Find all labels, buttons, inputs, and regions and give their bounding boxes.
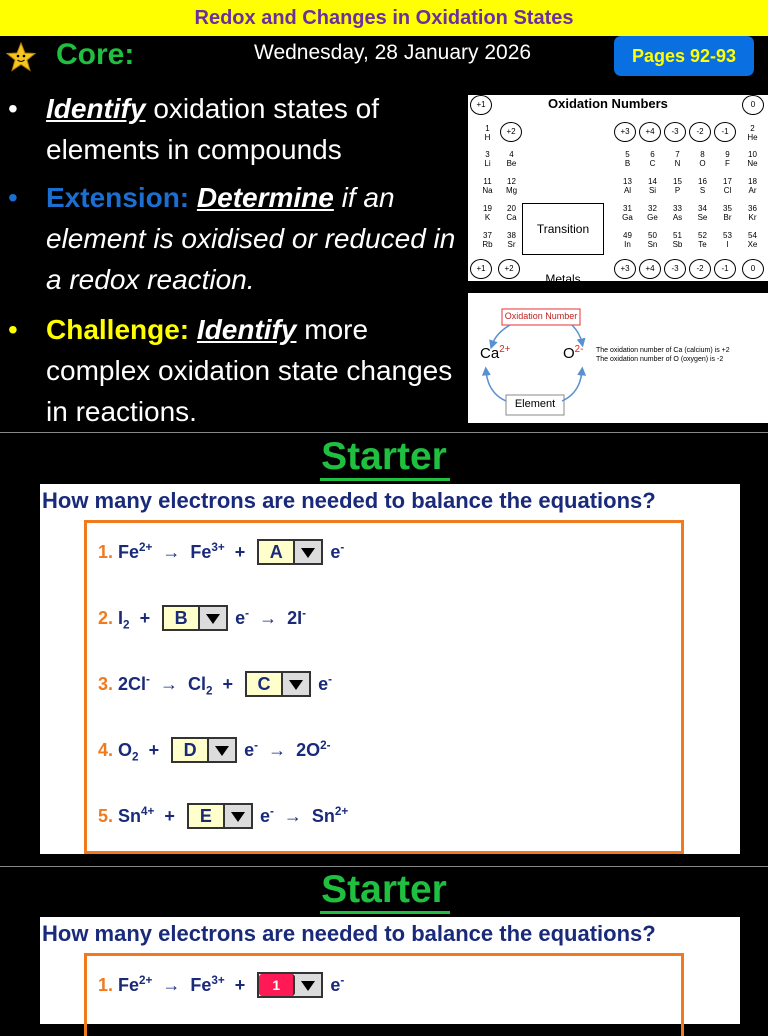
element-cell: 10 Ne: [741, 148, 764, 170]
oxidation-number-circle: +4: [639, 259, 661, 279]
objective-text: oxidation states of elements in compounds: [46, 93, 380, 165]
objective-core: [8, 88, 466, 170]
element-cell: 20 Ca: [500, 202, 523, 224]
element-cell: 7 N: [666, 148, 689, 170]
element-cell: 13 Al: [616, 175, 639, 197]
core-label: Core:: [56, 38, 135, 71]
element-cell: 34 Se: [691, 202, 714, 224]
oxidation-number-circle: +1: [470, 95, 492, 115]
equation-3: 3. $2Cl^- \to Cl_2 + C$ e-: [98, 673, 332, 698]
oxidation-number-circle: -1: [714, 122, 736, 142]
transition-metals-block: Transition Metals: [522, 203, 604, 255]
element-cell: 9 F: [716, 148, 739, 170]
note-oxygen: The oxidation number of O (oxygen) is -2: [596, 356, 724, 363]
calcium-ion: $Ca^{2+}$: [480, 344, 511, 362]
bullet: •: [8, 314, 18, 345]
element-cell: 12 Mg: [500, 175, 523, 197]
slide-divider: [0, 866, 768, 867]
oxidation-number-circle: -3: [664, 259, 686, 279]
oxidation-number-diagram: [468, 293, 768, 423]
element-cell: 8 O: [691, 148, 714, 170]
element-cell: 49 In: [616, 229, 639, 251]
heading-underline: [320, 478, 450, 481]
oxidation-numbers-table: [468, 95, 768, 286]
starter-question: How many electrons are needed to balance the equations?: [42, 921, 656, 946]
chevron-down-icon[interactable]: [225, 805, 251, 827]
chevron-down-icon[interactable]: [295, 541, 321, 563]
oxidation-number-circle: -2: [689, 122, 711, 142]
bullet: •: [8, 93, 18, 124]
oxide-ion: $O^{2-}$: [563, 344, 584, 362]
element-cell: 51 Sb: [666, 229, 689, 251]
oxidation-number-circle: 0: [742, 259, 764, 279]
bullet: •: [8, 182, 18, 213]
element-cell: 17 Cl: [716, 175, 739, 197]
note-calcium: The oxidation number of Ca (calcium) is +2: [596, 347, 730, 354]
objective-challenge: [8, 309, 466, 432]
oxidation-number-circle: +4: [639, 122, 661, 142]
element-cell: 31 Ga: [616, 202, 639, 224]
equation-1: 1. $Fe^{2+} \to Fe^{3+} + A$ e-: [98, 539, 344, 565]
oxidation-number-circle: -3: [664, 122, 686, 142]
element-cell: 36 Kr: [741, 202, 764, 224]
equation-4: 4. $O_2 + D$ $e^- \to 2O^{2-}$: [98, 739, 331, 764]
oxidation-number-circle: +1: [470, 259, 492, 279]
element-cell: 16 S: [691, 175, 714, 197]
oxidation-number-circle: -2: [689, 259, 711, 279]
pages-badge: Pages 92-93: [614, 36, 754, 76]
objective-text: if an element is oxidised or reduced in a redox reaction.: [46, 182, 456, 295]
chevron-down-icon[interactable]: [209, 739, 235, 761]
element-cell: 54 Xe: [741, 229, 764, 251]
heading-underline: [320, 911, 450, 914]
starter-heading: Starter: [321, 435, 447, 478]
slide-divider: [0, 432, 768, 433]
element-cell: 38 Sr: [500, 229, 523, 251]
oxidation-number-circle: +2: [498, 259, 520, 279]
answer-dropdown-a[interactable]: 1: [257, 972, 323, 998]
element-cell: 6 C: [641, 148, 664, 170]
oxidation-number-circle: +3: [614, 259, 636, 279]
element-cell: 53 I: [716, 229, 739, 251]
answer-dropdown-a[interactable]: A: [257, 539, 323, 565]
element-cell: 18 Ar: [741, 175, 764, 197]
oxidation-number-circle: -1: [714, 259, 736, 279]
element-cell: 35 Br: [716, 202, 739, 224]
chevron-down-icon[interactable]: [295, 974, 321, 996]
element-cell: 15 P: [666, 175, 689, 197]
objective-text: more complex oxidation state changes in reactions.: [46, 314, 453, 427]
element-cell: 3 Li: [476, 148, 499, 170]
starter-panel: [40, 917, 740, 1024]
slide-title: Redox and Changes in Oxidation States: [0, 0, 768, 38]
oxidation-number-label: Oxidation Number: [504, 311, 578, 321]
oxidation-number-circle: +2: [500, 122, 522, 142]
objective-verb: Identify: [196, 314, 297, 345]
chevron-down-icon[interactable]: [283, 673, 309, 695]
lesson-date: Wednesday, 28 January 2026: [254, 41, 532, 64]
answer-dropdown-b[interactable]: B: [162, 605, 228, 631]
element-cell: 33 As: [666, 202, 689, 224]
oxidation-number-circle: 0: [742, 95, 764, 115]
chevron-down-icon[interactable]: [200, 607, 226, 629]
objective-extension: [8, 177, 470, 300]
objective-verb: Identify: [46, 93, 146, 124]
element-cell: 5 B: [616, 148, 639, 170]
starter-question: How many electrons are needed to balance the equations?: [42, 488, 656, 513]
answer-dropdown-e[interactable]: E: [187, 803, 253, 829]
element-cell: 1 H: [476, 122, 499, 144]
element-cell: 4 Be: [500, 148, 523, 170]
starter-panel: [40, 484, 740, 854]
equation-2: 2. $I_2 + B$ e- → 2I-: [98, 607, 306, 632]
table-title: Oxidation Numbers: [548, 96, 668, 111]
equation-5: 5. $Sn^{4+} + E$ $e^- \to Sn^{2+}$: [98, 803, 348, 829]
challenge-label: Challenge:: [46, 314, 190, 345]
oxidation-number-circle: +3: [614, 122, 636, 142]
answer-dropdown-c[interactable]: C: [245, 671, 311, 697]
answer-dropdown-d[interactable]: D: [171, 737, 237, 763]
starter-heading: Starter: [321, 868, 447, 911]
equation-1: 1. $Fe^{2+} \to Fe^{3+} + 1$ e-: [98, 972, 344, 998]
element-cell: 52 Te: [691, 229, 714, 251]
objective-verb: Determine: [196, 182, 334, 213]
element-cell: 32 Ge: [641, 202, 664, 224]
element-cell: 50 Sn: [641, 229, 664, 251]
extension-label: Extension:: [46, 182, 190, 213]
element-cell: 37 Rb: [476, 229, 499, 251]
element-cell: 19 K: [476, 202, 499, 224]
element-cell: 14 Si: [641, 175, 664, 197]
diagram-notes: [596, 346, 730, 364]
star-icon: [6, 42, 36, 72]
element-cell: 11 Na: [476, 175, 499, 197]
element-label: Element: [514, 398, 556, 410]
element-cell: 2 He: [741, 122, 764, 144]
